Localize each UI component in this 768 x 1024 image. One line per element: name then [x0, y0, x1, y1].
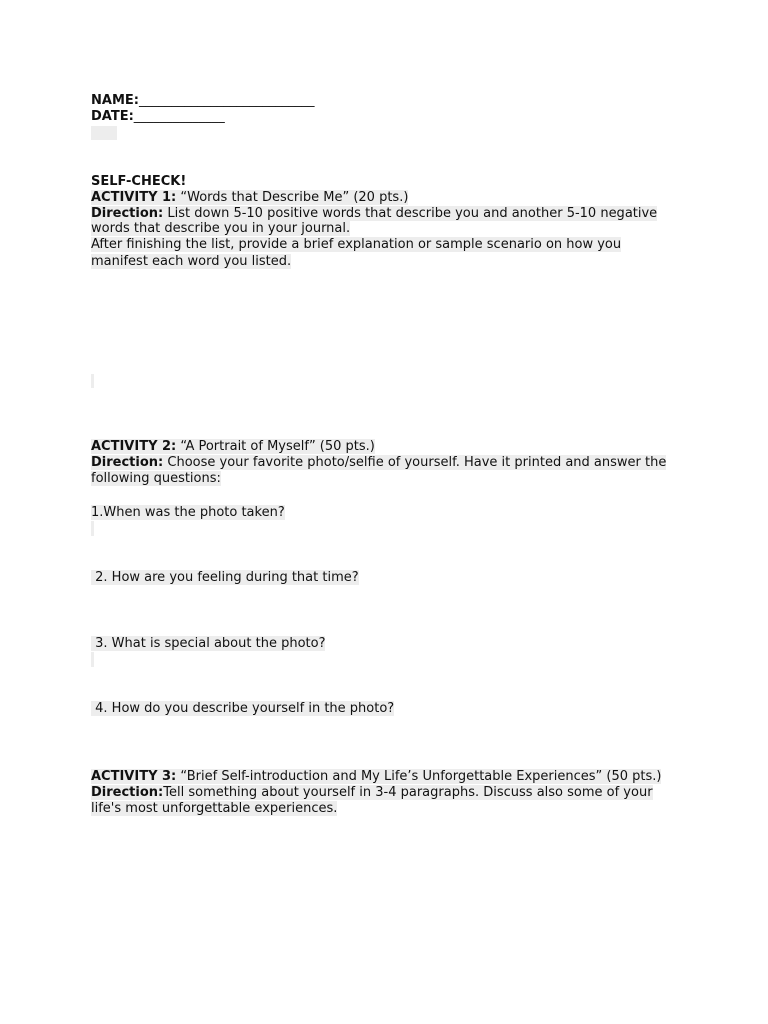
activity3-heading	[91, 769, 661, 785]
activity1-heading	[91, 190, 408, 206]
name-field	[91, 93, 314, 109]
question-2: 2. How are you feeling during that time?	[91, 570, 359, 585]
activity1-title: “Words that Describe Me” (20 pts.)	[176, 190, 409, 205]
activity2-title: “A Portrait of Myself” (50 pts.)	[176, 439, 375, 454]
activity2-direction-label: Direction:	[91, 455, 164, 470]
activity1-label: ACTIVITY 1:	[91, 190, 177, 205]
cursor-mark	[91, 374, 94, 388]
activity3-label: ACTIVITY 3:	[91, 769, 177, 784]
question-4: 4. How do you describe yourself in the photo?	[91, 701, 395, 716]
date-label: DATE:	[91, 109, 134, 124]
name-label: NAME:	[91, 93, 139, 108]
activity3-title: “Brief Self-introduction and My Life’s Unforgettable Experiences” (50 pts.)	[176, 769, 662, 784]
activity3-direction-line2: life's most unforgettable experiences.	[91, 801, 338, 816]
activity1-direction-line2: words that describe you in your journal.	[91, 221, 351, 236]
activity3-direction: Direction:Tell something about yourself in 3-4 paragraphs. Discuss also some of your	[91, 785, 653, 800]
activity1-direction-line4: manifest each word you listed.	[91, 254, 292, 269]
cursor-mark	[91, 652, 94, 667]
date-field	[91, 109, 225, 125]
activity2-heading	[91, 439, 375, 455]
cursor-mark	[91, 521, 94, 536]
activity1-direction-line3: After finishing the list, provide a brief explanation or sample scenario on how you	[91, 237, 622, 252]
activity2-direction: Direction: Choose your favorite photo/selfie of yourself. Have it printed and answer the	[91, 455, 667, 470]
activity2-label: ACTIVITY 2:	[91, 439, 177, 454]
name-blank: ___________________________	[138, 93, 315, 108]
activity3-direction-label: Direction:	[91, 785, 164, 800]
question-1: 1.When was the photo taken?	[91, 505, 285, 520]
activity1-direction: Direction: List down 5-10 positive words that describe you and another 5-10 negative	[91, 206, 658, 221]
highlight-mark	[91, 126, 117, 140]
activity2-direction-line2: following questions:	[91, 471, 221, 486]
date-blank: ______________	[133, 109, 225, 124]
activity1-direction-label: Direction:	[91, 206, 164, 221]
question-3: 3. What is special about the photo?	[91, 636, 326, 651]
self-check-heading: SELF-CHECK!	[91, 174, 187, 189]
